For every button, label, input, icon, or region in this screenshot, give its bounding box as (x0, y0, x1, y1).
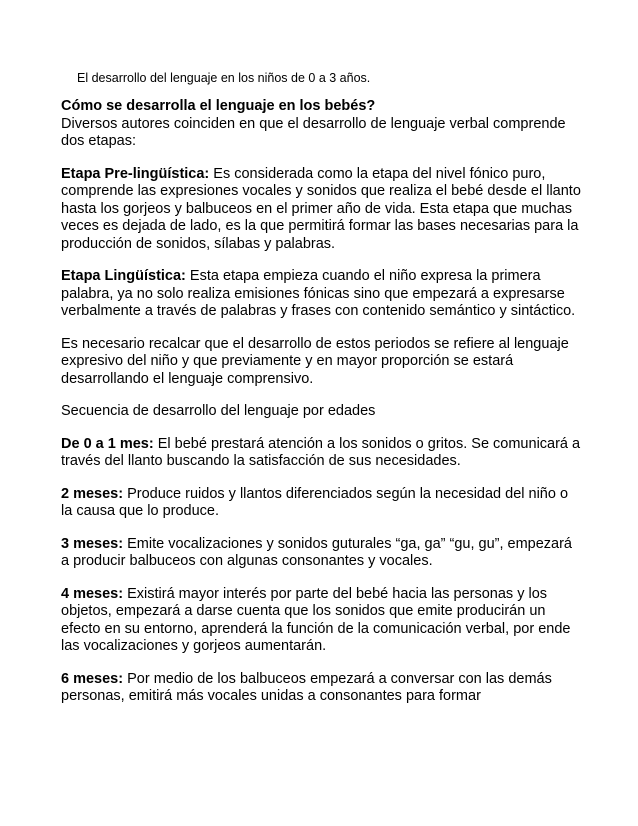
age-label: 3 meses: (61, 535, 124, 552)
note-paragraph: Es necesario recalcar que el desarrollo de estos periodos se refiere al lenguaje expresivo del niño y que previamente y en mayor proporción se estará desarrollando el lenguaje comprensivo. (61, 335, 569, 387)
age-label: 6 meses: (61, 670, 124, 687)
age-3-months (61, 536, 581, 571)
age-label: 4 meses: (61, 585, 124, 602)
stage-linguistic (61, 268, 581, 321)
age-text: Emite vocalizaciones y sonidos guturales “ga, ga” “gu, gu”, empezará a producir balbuceos con algunas consonantes y vocales. (61, 535, 572, 569)
intro-title (61, 98, 581, 116)
age-4-months (61, 586, 581, 656)
intro-title-text: Cómo se desarrolla el lenguaje en los bebés? (61, 98, 376, 114)
age-2-months (61, 486, 581, 521)
stage-label: Etapa Pre-lingüística: (61, 165, 210, 182)
stage-text: Esta etapa empieza cuando el niño expresa la primera palabra, ya no solo realiza emisiones fónicas sino que empezará a expresarse verbalmente a través de palabras y frases con contenido semántico y sintáctico. (61, 268, 576, 319)
stage-prelinguistic (61, 166, 581, 254)
age-text: El bebé prestará atención a los sonidos o gritos. Se comunicará a través del llanto buscando la satisfacción de sus necesidades. (61, 435, 581, 469)
age-text: Por medio de los balbuceos empezará a conversar con las demás personas, emitirá más vocales unidas a consonantes para formar (61, 670, 552, 704)
age-6-months (61, 671, 581, 706)
document-header: El desarrollo del lenguaje en los niños de 0 a 3 años. (77, 71, 371, 85)
age-label: 2 meses: (61, 485, 124, 502)
document-body (61, 98, 581, 706)
age-0-1-month (61, 436, 581, 471)
intro-text: Diversos autores coinciden en que el desarrollo de lenguaje verbal comprende dos etapas: (61, 115, 566, 149)
age-text: Existirá mayor interés por parte del bebé hacia las personas y los objetos, empezará a darse cuenta que los sonidos que emite producirán un efecto en su entorno, aprenderá la función de la comunicación verbal, por ende las vocalizaciones y gorjeos aumentarán. (61, 585, 571, 654)
stage-text: Es considerada como la etapa del nivel fónico puro, comprende las expresiones vocales y sonidos que realiza el bebé desde el llanto hasta los gorjeos y balbuceos en el primer año de vida. Esta etapa que muchas veces es dejada de lado, es la que permitirá formar las bases necesarias para la producción de sonidos, sílabas y palabras. (61, 165, 581, 252)
age-label: De 0 a 1 mes: (61, 435, 154, 452)
age-text: Produce ruidos y llantos diferenciados según la necesidad del niño o la causa que lo produce. (61, 485, 569, 519)
sequence-title: Secuencia de desarrollo del lenguaje por edades (61, 403, 376, 419)
stage-label: Etapa Lingüística: (61, 268, 186, 284)
